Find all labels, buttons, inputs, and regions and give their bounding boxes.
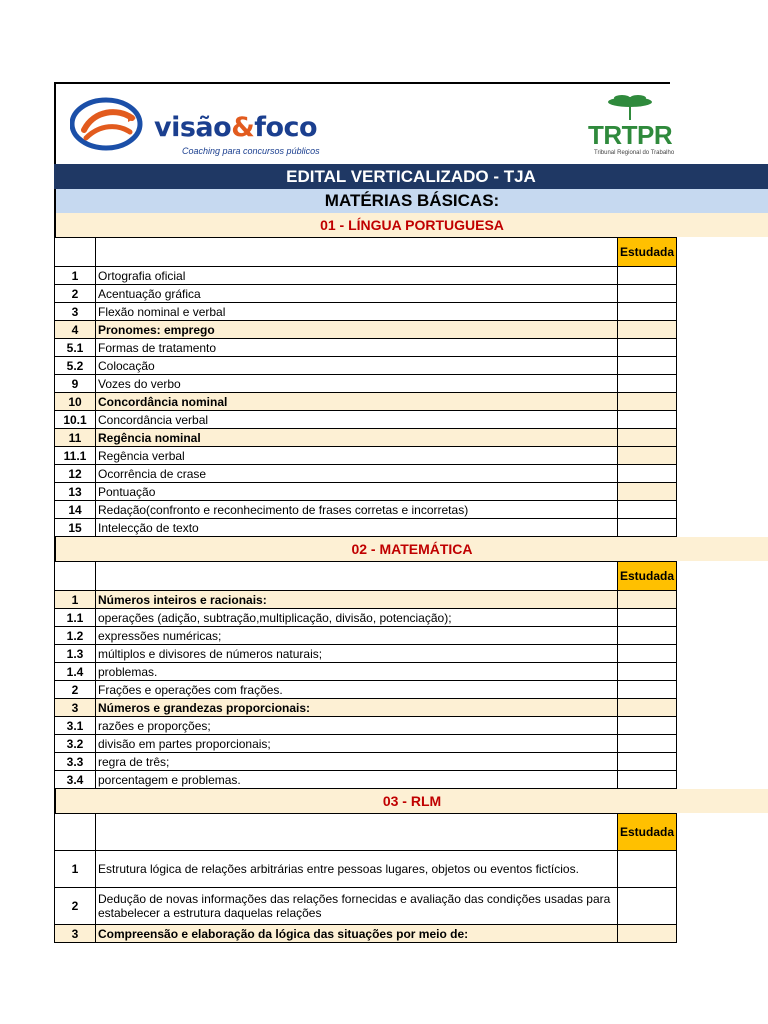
item-topic: Regência nominal — [96, 429, 618, 447]
item-number: 1 — [55, 267, 96, 285]
visao-foco-logo — [70, 96, 340, 154]
status-header: Estudada — [618, 814, 677, 851]
item-number: 11 — [55, 429, 96, 447]
table-header-row — [55, 814, 677, 851]
item-number: 10 — [55, 393, 96, 411]
item-number: 1.1 — [55, 609, 96, 627]
table-row — [55, 411, 677, 429]
table-header-row — [55, 562, 677, 591]
item-topic: Ortografia oficial — [96, 267, 618, 285]
status-cell[interactable] — [618, 411, 677, 429]
status-cell[interactable] — [618, 303, 677, 321]
item-number: 10.1 — [55, 411, 96, 429]
item-topic: porcentagem e problemas. — [96, 771, 618, 789]
item-number: 3.3 — [55, 753, 96, 771]
table-row — [55, 357, 677, 375]
trtpr-subtitle: Tribunal Regional do Trabalho — [594, 150, 675, 156]
status-cell[interactable] — [618, 925, 677, 943]
section-table — [54, 237, 677, 537]
item-topic: Formas de tratamento — [96, 339, 618, 357]
status-cell[interactable] — [618, 447, 677, 465]
item-topic: divisão em partes proporcionais; — [96, 735, 618, 753]
status-cell[interactable] — [618, 609, 677, 627]
item-number: 9 — [55, 375, 96, 393]
trtpr-text: TRTPR — [588, 120, 673, 150]
item-number — [55, 238, 96, 267]
item-topic: Estrutura lógica de relações arbitrárias entre pessoas lugares, objetos ou eventos fictícios. — [96, 851, 618, 888]
item-topic: Números e grandezas proporcionais: — [96, 699, 618, 717]
item-topic: Compreensão e elaboração da lógica das situações por meio de: — [96, 925, 618, 943]
item-topic — [96, 238, 618, 267]
status-cell[interactable] — [618, 771, 677, 789]
item-number: 4 — [55, 321, 96, 339]
table-row — [55, 321, 677, 339]
brand-tagline: Coaching para concursos públicos — [182, 146, 320, 156]
status-cell[interactable] — [618, 851, 677, 888]
status-cell[interactable] — [618, 645, 677, 663]
status-cell[interactable] — [618, 627, 677, 645]
item-number: 2 — [55, 888, 96, 925]
table-row — [55, 771, 677, 789]
status-cell[interactable] — [618, 393, 677, 411]
item-topic — [96, 814, 618, 851]
item-number: 3.2 — [55, 735, 96, 753]
item-number: 12 — [55, 465, 96, 483]
item-topic: Intelecção de texto — [96, 519, 618, 537]
table-row — [55, 925, 677, 943]
status-cell[interactable] — [618, 888, 677, 925]
status-cell[interactable] — [618, 681, 677, 699]
item-topic: problemas. — [96, 663, 618, 681]
section-title: 02 - MATEMÁTICA — [54, 537, 768, 561]
trtpr-logo — [586, 94, 676, 164]
table-row — [55, 753, 677, 771]
item-number: 5.2 — [55, 357, 96, 375]
status-cell[interactable] — [618, 429, 677, 447]
item-topic: Números inteiros e racionais: — [96, 591, 618, 609]
section-table — [54, 813, 677, 943]
item-topic: Acentuação gráfica — [96, 285, 618, 303]
table-row — [55, 735, 677, 753]
table-row — [55, 627, 677, 645]
item-number: 2 — [55, 285, 96, 303]
status-cell[interactable] — [618, 375, 677, 393]
table-row — [55, 429, 677, 447]
item-number: 3.1 — [55, 717, 96, 735]
item-topic: Ocorrência de crase — [96, 465, 618, 483]
item-number: 15 — [55, 519, 96, 537]
page-title: EDITAL VERTICALIZADO - TJA — [54, 164, 768, 189]
table-row — [55, 285, 677, 303]
status-cell[interactable] — [618, 753, 677, 771]
status-header: Estudada — [618, 238, 677, 267]
table-row — [55, 591, 677, 609]
status-cell[interactable] — [618, 267, 677, 285]
status-header: Estudada — [618, 562, 677, 591]
subtitle: MATÉRIAS BÁSICAS: — [54, 189, 768, 213]
status-cell[interactable] — [618, 591, 677, 609]
brand-name: visão&foco — [154, 112, 318, 143]
item-topic: Pronomes: emprego — [96, 321, 618, 339]
item-topic: Redação(confronto e reconhecimento de frases corretas e incorretas) — [96, 501, 618, 519]
item-topic: Vozes do verbo — [96, 375, 618, 393]
status-cell[interactable] — [618, 285, 677, 303]
item-number: 3.4 — [55, 771, 96, 789]
status-cell[interactable] — [618, 339, 677, 357]
status-cell[interactable] — [618, 321, 677, 339]
table-row — [55, 851, 677, 888]
table-row — [55, 339, 677, 357]
logo-row — [54, 82, 675, 164]
table-row — [55, 519, 677, 537]
item-number: 1.3 — [55, 645, 96, 663]
item-topic: razões e proporções; — [96, 717, 618, 735]
item-number: 1.4 — [55, 663, 96, 681]
item-topic: Colocação — [96, 357, 618, 375]
table-row — [55, 609, 677, 627]
item-number: 3 — [55, 303, 96, 321]
swirl-logo-icon — [70, 96, 150, 152]
item-topic: Concordância nominal — [96, 393, 618, 411]
item-number: 1.2 — [55, 627, 96, 645]
table-row — [55, 717, 677, 735]
item-topic: Regência verbal — [96, 447, 618, 465]
table-header-row — [55, 238, 677, 267]
section-title: 03 - RLM — [54, 789, 768, 813]
status-cell[interactable] — [618, 699, 677, 717]
section-table — [54, 561, 677, 789]
table-row — [55, 501, 677, 519]
item-number — [55, 814, 96, 851]
item-number: 13 — [55, 483, 96, 501]
item-topic: múltiplos e divisores de números naturais; — [96, 645, 618, 663]
status-cell[interactable] — [618, 483, 677, 501]
table-row — [55, 465, 677, 483]
pine-tree-icon — [600, 94, 660, 120]
item-number: 1 — [55, 851, 96, 888]
item-topic: Concordância verbal — [96, 411, 618, 429]
item-topic: expressões numéricas; — [96, 627, 618, 645]
table-row — [55, 888, 677, 925]
item-topic: Dedução de novas informações das relações fornecidas e avaliação das condições usadas para estabelecer a estrutura daquelas relações — [96, 888, 618, 925]
spreadsheet — [54, 82, 768, 943]
table-row — [55, 681, 677, 699]
item-number — [55, 562, 96, 591]
item-topic: operações (adição, subtração,multiplicação, divisão, potenciação); — [96, 609, 618, 627]
item-number: 1 — [55, 591, 96, 609]
item-number: 14 — [55, 501, 96, 519]
item-topic: Frações e operações com frações. — [96, 681, 618, 699]
status-cell[interactable] — [618, 663, 677, 681]
status-cell[interactable] — [618, 357, 677, 375]
status-cell[interactable] — [618, 735, 677, 753]
status-cell[interactable] — [618, 465, 677, 483]
table-row — [55, 447, 677, 465]
item-number: 2 — [55, 681, 96, 699]
item-number: 5.1 — [55, 339, 96, 357]
item-topic: Pontuação — [96, 483, 618, 501]
item-topic — [96, 562, 618, 591]
item-number: 3 — [55, 699, 96, 717]
table-row — [55, 393, 677, 411]
table-row — [55, 483, 677, 501]
status-cell[interactable] — [618, 519, 677, 537]
section-title: 01 - LÍNGUA PORTUGUESA — [54, 213, 768, 237]
status-cell[interactable] — [618, 501, 677, 519]
table-row — [55, 699, 677, 717]
table-row — [55, 303, 677, 321]
table-row — [55, 375, 677, 393]
item-topic: Flexão nominal e verbal — [96, 303, 618, 321]
table-row — [55, 645, 677, 663]
item-number: 11.1 — [55, 447, 96, 465]
status-cell[interactable] — [618, 717, 677, 735]
table-row — [55, 663, 677, 681]
table-row — [55, 267, 677, 285]
item-topic: regra de três; — [96, 753, 618, 771]
item-number: 3 — [55, 925, 96, 943]
